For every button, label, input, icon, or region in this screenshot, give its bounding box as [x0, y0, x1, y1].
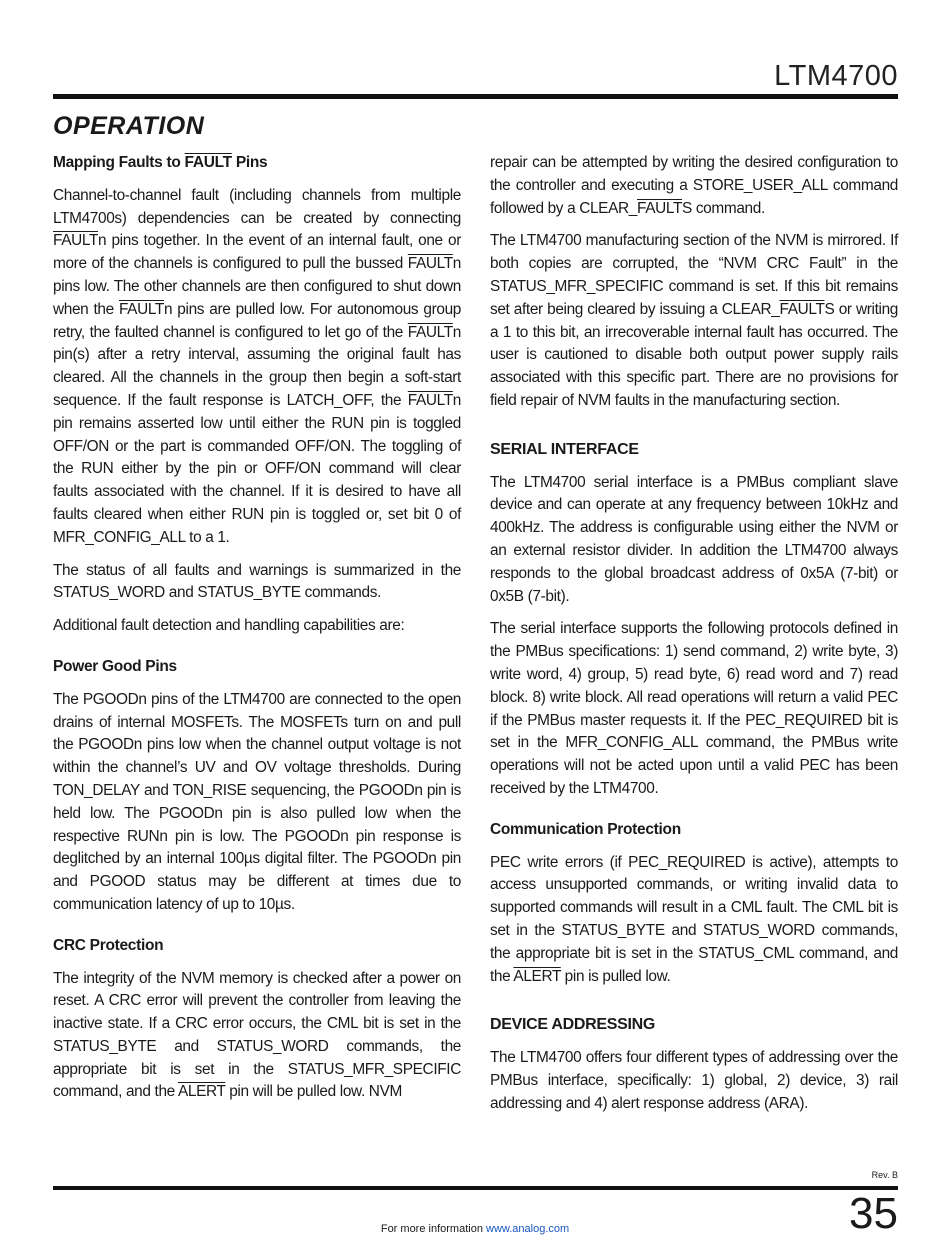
analog-link[interactable]: www.analog.com	[486, 1223, 570, 1235]
heading-communication-protection: Communication Protection	[490, 820, 681, 838]
section-title: OPERATION	[53, 112, 205, 140]
paragraph-serial-interface: The LTM4700 serial interface is a PMBus compliant slave device and can operate at any frequency between 10kHz and 400kHz. The address is configurable using either the NVM or an external resistor divider. In addition the LTM4700 always responds to the global broadcast address of 0x5A (7-bit) or 0x5B (7-bit).	[490, 473, 898, 605]
left-column	[53, 152, 461, 1114]
heading-device-addressing: DEVICE ADDRESSING	[490, 1016, 656, 1034]
page-number: 35	[849, 1189, 898, 1238]
paragraph-additional-capabilities: Additional fault detection and handling capabilities are:	[53, 617, 405, 635]
right-column	[490, 152, 898, 1125]
heading-serial-interface: SERIAL INTERFACE	[490, 440, 639, 458]
paragraph-status-summary: The status of all faults and warnings is summarized in the STATUS_WORD and STATUS_BYTE commands.	[53, 561, 461, 602]
paragraph-nvm-repair: repair can be attempted by writing the desired configuration to the controller and executing a STORE_USER_ALL command followed by a CLEAR_FAULTS command.	[490, 154, 898, 217]
header-rule	[53, 94, 898, 99]
paragraph-communication-protection: PEC write errors (if PEC_REQUIRED is active), attempts to access unsupported commands, or writing invalid data to supported commands will result in a CML fault. The CML bit is set in the STATUS_BYTE and STATUS_WORD commands, the appropriate bit is set in the STATUS_CML command, and the ALERT pin is pulled low.	[490, 853, 898, 985]
heading-power-good: Power Good Pins	[53, 657, 177, 675]
part-number: LTM4700	[774, 60, 898, 92]
paragraph-pgood: The PGOODn pins of the LTM4700 are connected to the open drains of internal MOSFETs. The MOSFETs turn on and pull the PGOODn pins low when the channel output voltage is not within the channel’s UV and OV voltage thresholds. During TON_DELAY and TON_RISE sequencing, the PGOODn pin is held low. The PGOODn pin is also pulled low when the respective RUNn pin is low. The PGOODn pin response is deglitched by an internal 100µs digital filter. The PGOODn pin and PGOOD status may be different at times due to communication latency of up to 10µs.	[53, 690, 461, 913]
paragraph-crc: The integrity of the NVM memory is checked after a power on reset. A CRC error will prevent the controller from leaving the inactive state. If a CRC error occurs, the CML bit is set in the STATUS_BYTE and STATUS_WORD commands, the appropriate bit is set in the STATUS_MFR_SPECIFIC command, and the ALERT pin will be pulled low. NVM	[53, 969, 461, 1101]
paragraph-protocols: The serial interface supports the following protocols defined in the PMBus specifications: 1) send command, 2) write byte, 3) write word, 4) group, 5) read byte, 6) read word and 7) read block. 8) write block. All read operations will return a valid PEC if the PMBus master requests it. If the PEC_REQUIRED bit is set in the MFR_CONFIG_ALL command, the PMBus write operations will not be acted upon until a valid PEC has been received by the LTM4700.	[490, 620, 898, 797]
paragraph-device-addressing: The LTM4700 offers four different types of addressing over the PMBus interface, specifically: 1) global, 2) device, 3) rail addressing and 4) alert response address (ARA).	[490, 1049, 898, 1112]
paragraph-fault-dependencies: Channel-to-channel fault (including channels from multiple LTM4700s) dependencies can be created by connecting FAULTn pins together. In the event of an internal fault, one or more of the channels is configured to pull the bussed FAULTn pins low. The other channels are then configured to shut down when the FAULTn pins are pulled low. For autonomous group retry, the faulted channel is configured to let go of the FAULTn pin(s) after a retry interval, assuming the original fault has cleared. All the channels in the group then begin a soft-start sequence. If the fault response is LATCH_OFF, the FAULTn pin remains asserted low until either the RUN pin is toggled OFF/ON or the part is commanded OFF/ON. The toggling of the RUN either by the pin or OFF/ON command will clear faults associated with the channel. If it is desired to have all faults cleared when either RUN pin is toggled or, set bit 0 of MFR_CONFIG_ALL to a 1.	[53, 186, 461, 546]
footer-rule	[53, 1186, 898, 1190]
footer-info-text: For more information	[380, 1223, 486, 1235]
paragraph-nvm-mirrored: The LTM4700 manufacturing section of the NVM is mirrored. If both copies are corrupted, the “NVM CRC Fault” in the STATUS_MFR_SPECIFIC command is set. If this bit remains set after being cleared by issuing a CLEAR_FAULTS or writing a 1 to this bit, an irrecoverable internal fault has occurred. The user is cautioned to disable both output power supply rails associated with this specific part. There are no provisions for field repair of NVM faults in the manufacturing section.	[490, 232, 899, 409]
revision-label: Rev. B	[871, 1170, 898, 1180]
heading-mapping-faults: Mapping Faults to FAULT Pins	[53, 154, 268, 171]
footer-info	[0, 1223, 950, 1235]
heading-crc-protection: CRC Protection	[53, 936, 164, 954]
